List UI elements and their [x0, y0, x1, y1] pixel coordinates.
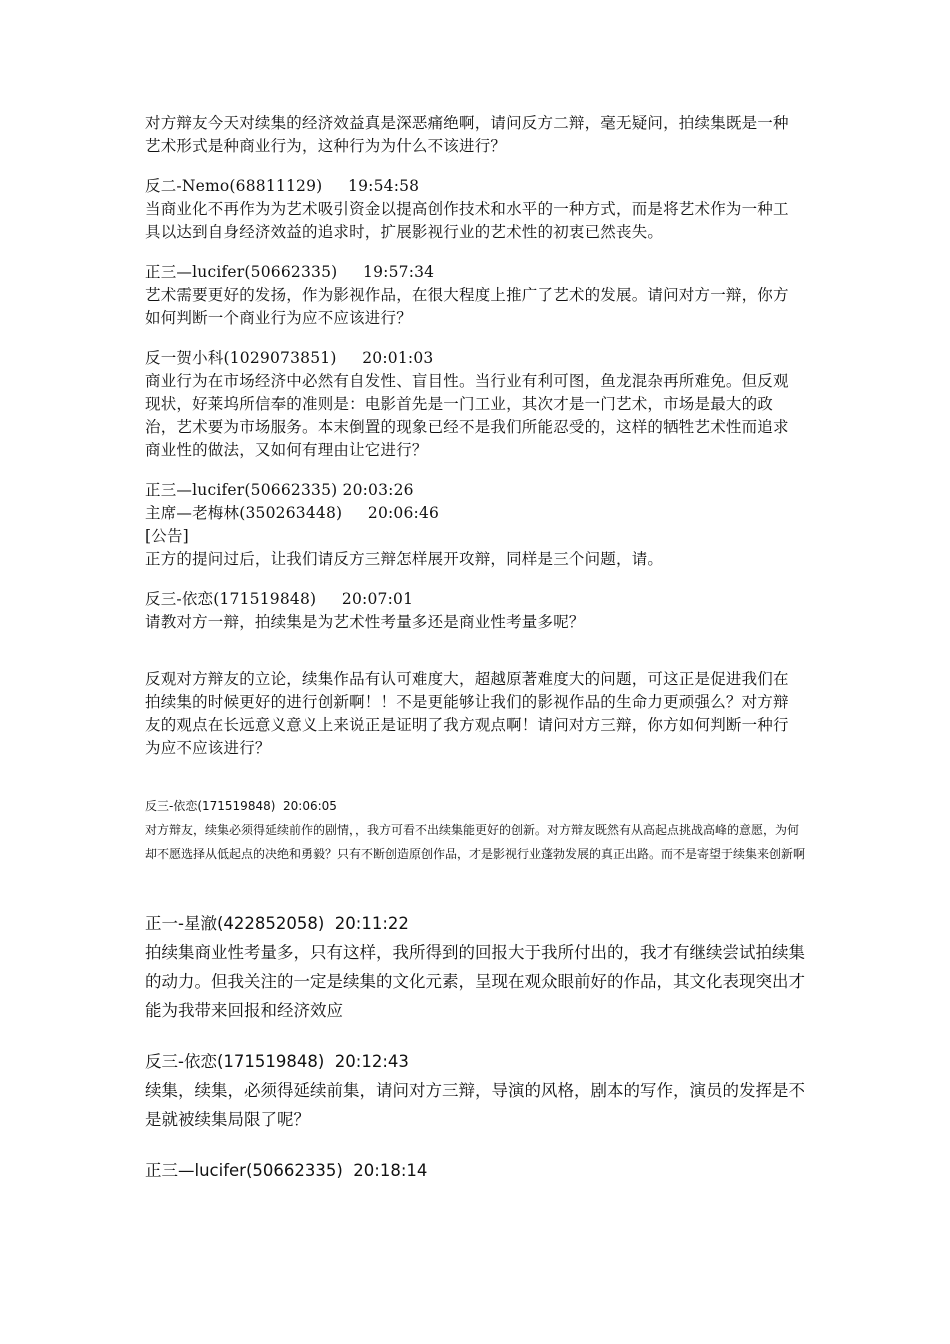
- document-page: [145, 112, 805, 1185]
- speaker-line: 反三-依恋(171519848) 20:07:01: [145, 590, 414, 608]
- speaker-line: 正三—lucifer(50662335) 20:03:26: [145, 481, 414, 499]
- announcement-label: [公告]: [145, 527, 189, 545]
- paragraph: 反观对方辩友的立论，续集作品有认可难度大，超越原著难度大的问题，可这正是促进我们在拍续集的时候更好的进行创新啊！！不是更能够让我们的影视作品的生命力更顽强么？对方辩友的观点在长远意义意义上来说正是证明了我方观点啊！请问对方三辩，你方如何判断一种行为应不应该进行？: [145, 670, 789, 757]
- speaker-line: 正三—lucifer(50662335) 20:18:14: [145, 1161, 428, 1180]
- speaker-line: 正三—lucifer(50662335) 19:57:34: [145, 263, 435, 281]
- speaker-line: 反二-Nemo(68811129) 19:54:58: [145, 177, 420, 195]
- speaker-line: 主席—老梅林(350263448) 20:06:46: [145, 504, 440, 522]
- paragraph: 正方的提问过后，让我们请反方三辩怎样展开攻辩，同样是三个问题，请。: [145, 550, 664, 568]
- paragraph: 续集，续集，必须得延续前集，请问对方三辩，导演的风格，剧本的写作，演员的发挥是不是就被续集局限了呢？: [145, 1081, 805, 1129]
- paragraph: 当商业化不再作为为艺术吸引资金以提高创作技术和水平的一种方式，而是将艺术作为一种工具以达到自身经济效益的追求时，扩展影视行业的艺术性的初衷已然丧失。: [145, 200, 789, 241]
- speaker-line: 反一贺小科(1029073851) 20:01:03: [145, 349, 434, 367]
- paragraph: 商业行为在市场经济中必然有自发性、盲目性。当行业有利可图，鱼龙混杂再所难免。但反观现状，好莱坞所信奉的准则是：电影首先是一门工业，其次才是一门艺术，市场是最大的政治，艺术要为市场服务。本末倒置的现象已经不是我们所能忍受的，这样的牺牲艺术性而追求商业性的做法，又如何有理由让它进行？: [145, 372, 789, 459]
- paragraph: 拍续集商业性考量多，只有这样，我所得到的回报大于我所付出的，我才有继续尝试拍续集的动力。但我关注的一定是续集的文化元素，呈现在观众眼前好的作品，其文化表现突出才能为我带来回报和经济效应: [145, 943, 805, 1020]
- paragraph: 对方辩友今天对续集的经济效益真是深恶痛绝啊，请问反方二辩，毫无疑问，拍续集既是一种艺术形式是种商业行为，这种行为为什么不该进行？: [145, 114, 789, 155]
- paragraph: 对方辩友，续集必须得延续前作的剧情，，我方可看不出续集能更好的创新。对方辩友既然有从高起点挑战高峰的意愿，为何却不愿选择从低起点的决绝和勇毅？只有不断创造原创作品，才是影视行业蓬勃发展的真正出路。而不是寄望于续集来创新啊: [145, 823, 806, 861]
- paragraph: 艺术需要更好的发扬，作为影视作品，在很大程度上推广了艺术的发展。请问对方一辩，你方如何判断一个商业行为应不应该进行？: [145, 286, 789, 327]
- speaker-line: 正一-星澈(422852058) 20:11:22: [145, 914, 409, 933]
- speaker-line: 反三-依恋(171519848) 20:12:43: [145, 1052, 409, 1071]
- paragraph: 请教对方一辩，拍续集是为艺术性考量多还是商业性考量多呢？: [145, 613, 585, 631]
- speaker-line: 反三-依恋(171519848) 20:06:05: [145, 799, 337, 813]
